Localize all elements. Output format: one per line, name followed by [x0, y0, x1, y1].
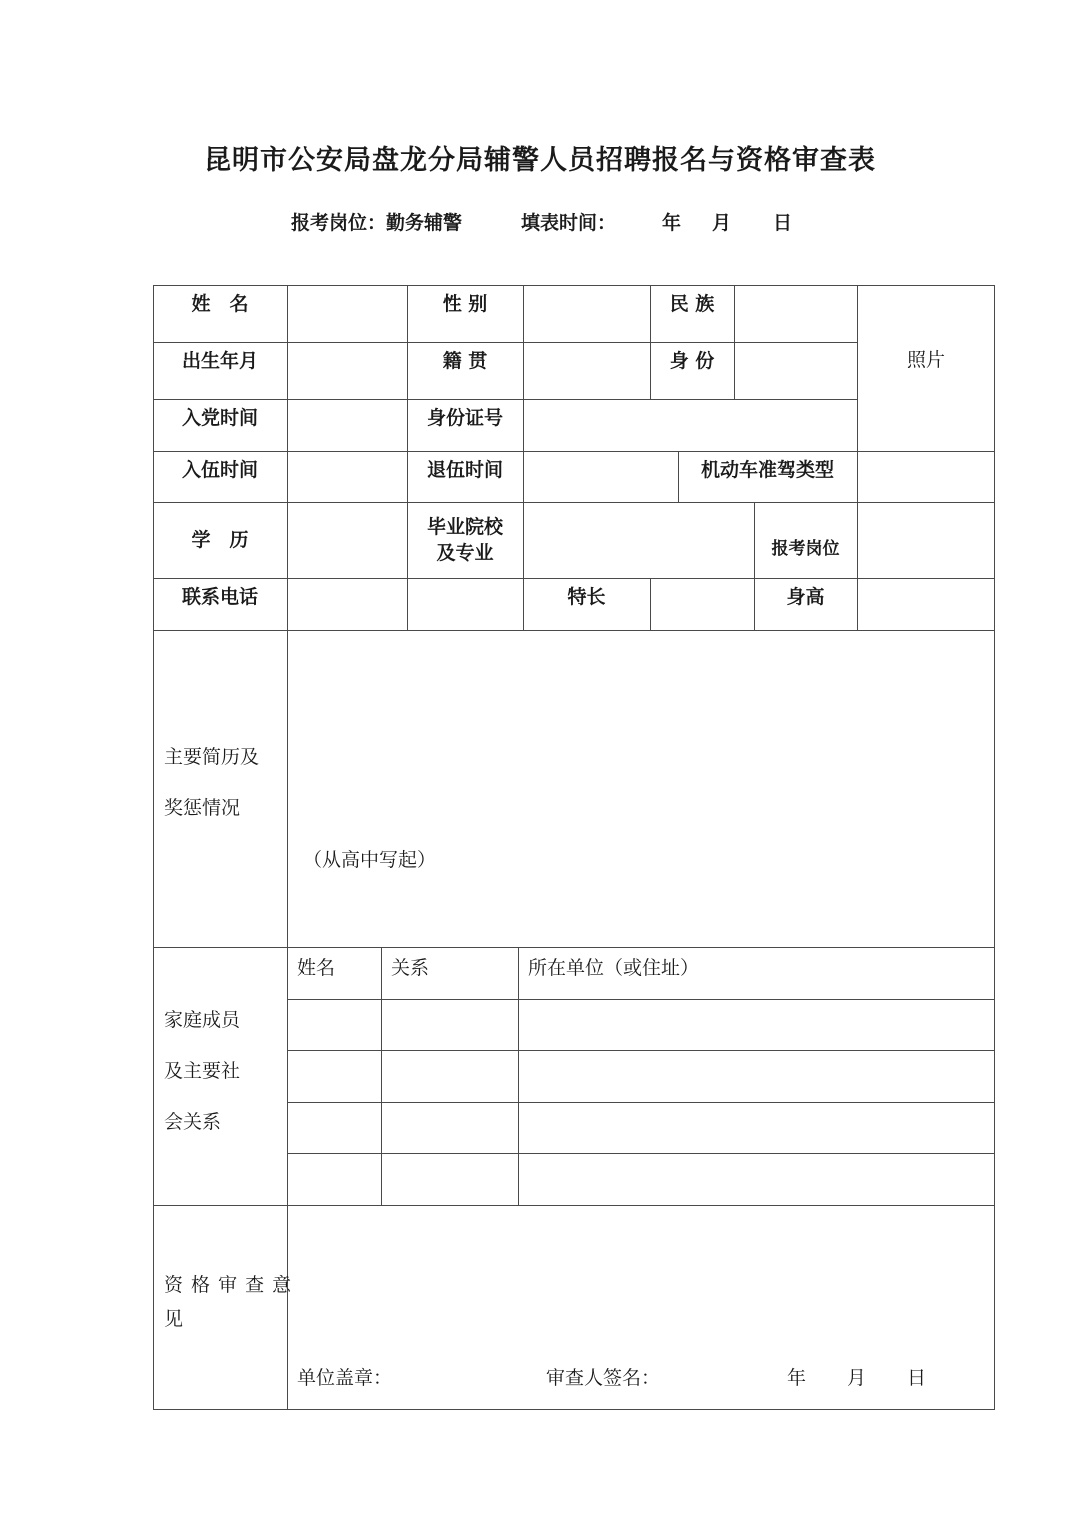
family-label-line2: 及主要社: [164, 1060, 241, 1082]
origin-label: 籍 贯: [442, 350, 488, 372]
ethnicity-field[interactable]: [734, 285, 857, 342]
family-row-1-relation[interactable]: [381, 999, 518, 1050]
fill-month-label: 月: [712, 212, 732, 234]
family-row-4-relation[interactable]: [381, 1153, 518, 1205]
party-date-field[interactable]: [287, 399, 407, 451]
subtitle-bar: [0, 208, 1080, 238]
gender-label: 性 别: [442, 293, 488, 315]
family-row-3-relation[interactable]: [381, 1102, 518, 1153]
applied-position: 报考岗位：勤务辅警: [291, 212, 463, 234]
license-type-field[interactable]: [857, 451, 995, 502]
page-title: 昆明市公安局盘龙分局辅警人员招聘报名与资格审查表: [204, 145, 876, 176]
family-col-unit: 所在单位（或住址）: [528, 957, 700, 979]
family-row-1-name[interactable]: [287, 999, 381, 1050]
education-field[interactable]: [287, 502, 407, 578]
specialty-label: 特长: [567, 586, 606, 608]
review-signer-label: 审查人签名：: [546, 1367, 661, 1389]
enlist-date-label: 入伍时间: [181, 459, 258, 481]
id-number-label: 身份证号: [426, 407, 503, 429]
phone-field[interactable]: [287, 578, 523, 630]
family-label-line3: 会关系: [164, 1111, 222, 1133]
school-major-field[interactable]: [523, 502, 754, 578]
review-year-label: 年: [787, 1367, 807, 1389]
resume-label-line1: 主要简历及: [164, 746, 260, 768]
specialty-field[interactable]: [650, 578, 754, 630]
family-col-relation: 关系: [391, 957, 430, 979]
phone-label: 联系电话: [181, 586, 258, 608]
fill-year-label: 年: [662, 212, 682, 234]
school-major-label: [407, 502, 523, 578]
height-field[interactable]: [857, 578, 995, 630]
review-label-line1: 资 格 审 查 意: [164, 1274, 293, 1296]
gender-field[interactable]: [523, 285, 650, 342]
birth-label: 出生年月: [181, 350, 258, 372]
school-major-label-line2: 及专业: [436, 542, 494, 564]
resume-hint: （从高中写起）: [303, 849, 437, 871]
review-month-label: 月: [847, 1367, 867, 1389]
resume-label-line2: 奖惩情况: [164, 797, 241, 819]
photo-area[interactable]: [857, 285, 995, 451]
fill-day-label: 日: [773, 212, 793, 234]
family-row-4-name[interactable]: [287, 1153, 381, 1205]
discharge-date-field[interactable]: [523, 451, 678, 502]
name-label: 姓 名: [191, 293, 249, 315]
enlist-date-field[interactable]: [287, 451, 407, 502]
family-col-name: 姓名: [297, 957, 336, 979]
origin-field[interactable]: [523, 342, 650, 399]
applied-post-field[interactable]: [857, 502, 995, 578]
family-row-3-unit[interactable]: [518, 1102, 995, 1153]
school-major-label-line1: 毕业院校: [426, 516, 503, 538]
resume-field[interactable]: [287, 630, 995, 947]
birth-field[interactable]: [287, 342, 407, 399]
review-day-label: 日: [907, 1367, 927, 1389]
applied-post-label: 报考岗位: [771, 539, 840, 559]
review-label-line2: 见: [164, 1308, 184, 1330]
family-row-2-relation[interactable]: [381, 1050, 518, 1102]
application-form: [153, 285, 995, 1410]
fill-time-label: 填表时间：: [521, 212, 617, 234]
education-label: 学 历: [191, 529, 249, 551]
photo-label: 照片: [906, 349, 945, 371]
id-number-field[interactable]: [523, 399, 857, 451]
discharge-date-label: 退伍时间: [426, 459, 503, 481]
license-type-label: 机动车准驾类型: [700, 459, 834, 481]
party-date-label: 入党时间: [181, 407, 258, 429]
name-field[interactable]: [287, 285, 407, 342]
family-row-1-unit[interactable]: [518, 999, 995, 1050]
family-row-2-name[interactable]: [287, 1050, 381, 1102]
review-stamp-label: 单位盖章：: [297, 1367, 393, 1389]
family-row-2-unit[interactable]: [518, 1050, 995, 1102]
ethnicity-label: 民 族: [669, 293, 715, 315]
identity-field[interactable]: [734, 342, 857, 399]
family-label-line1: 家庭成员: [164, 1009, 241, 1031]
height-label: 身高: [786, 586, 825, 608]
family-row-3-name[interactable]: [287, 1102, 381, 1153]
identity-label: 身 份: [669, 350, 715, 372]
family-row-4-unit[interactable]: [518, 1153, 995, 1205]
